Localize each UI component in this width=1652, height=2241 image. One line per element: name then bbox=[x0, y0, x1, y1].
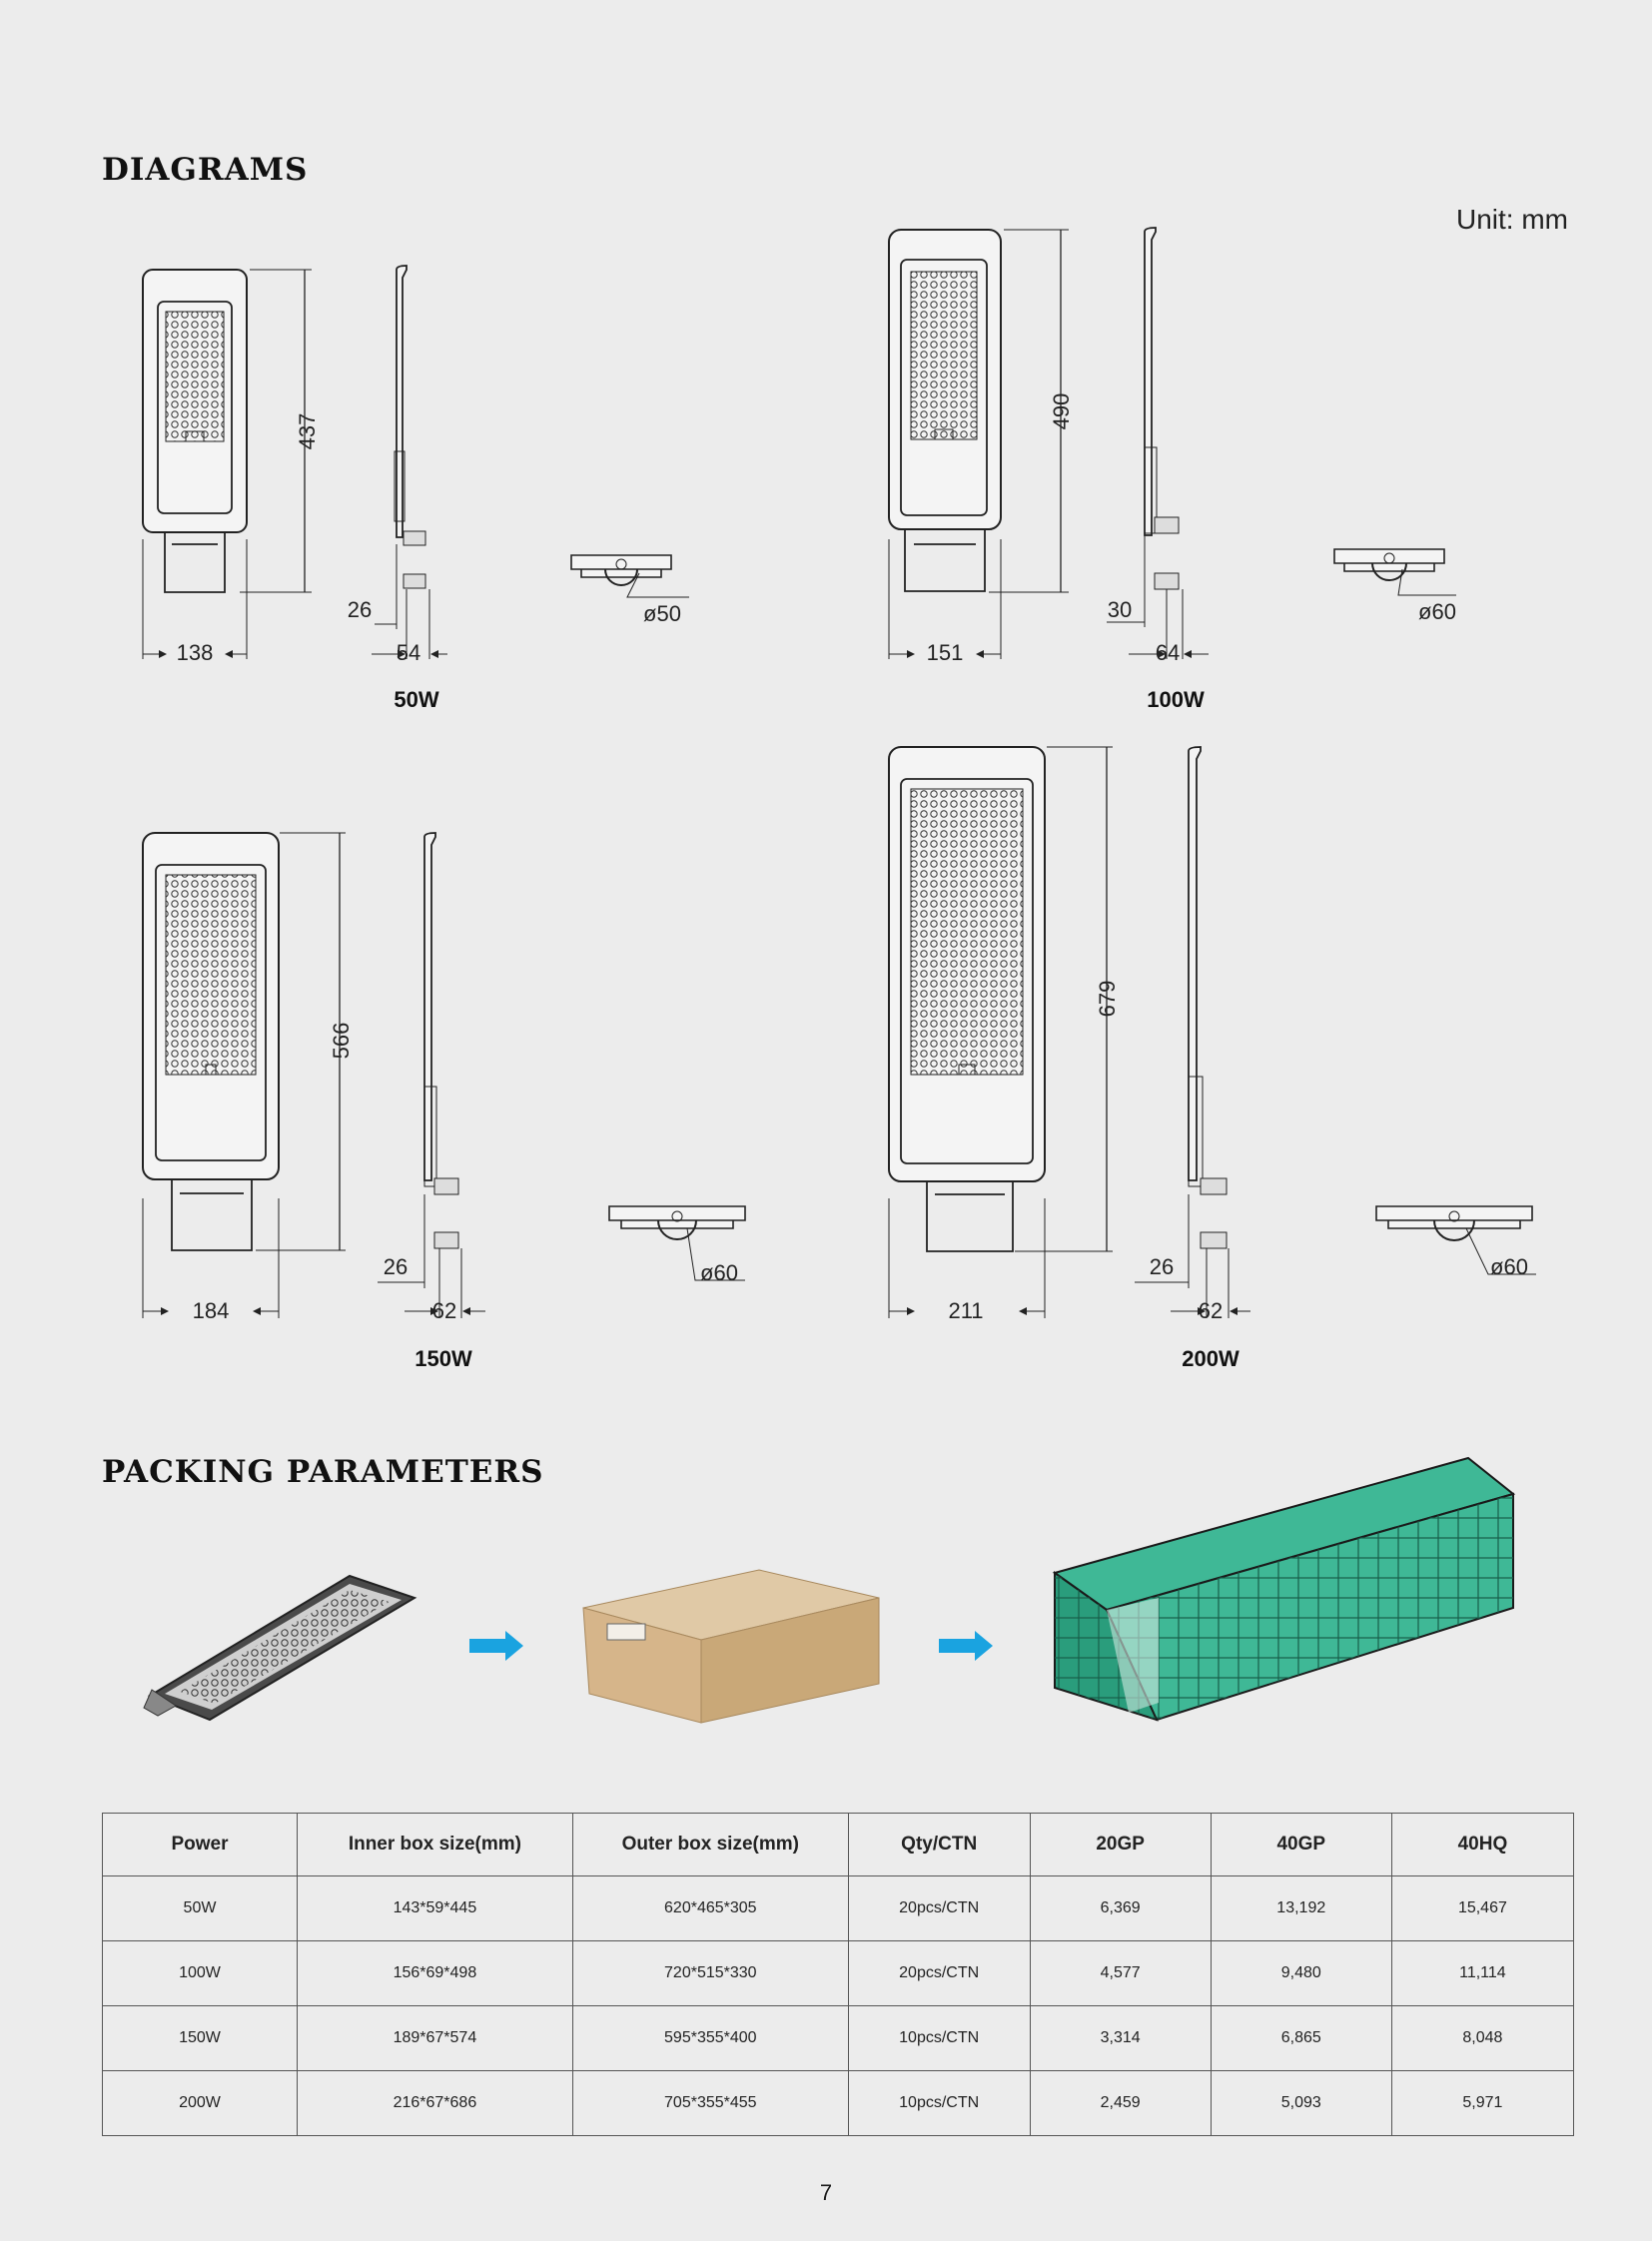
page-number: 7 bbox=[819, 2180, 833, 2205]
packing-table bbox=[102, 1813, 1574, 2136]
table-header: Inner box size(mm) bbox=[298, 1814, 573, 1876]
table-cell: 6,865 bbox=[1211, 2006, 1391, 2071]
diagram-100w-width: 151 bbox=[926, 640, 964, 665]
diagram-100w-offset: 30 bbox=[1107, 597, 1133, 622]
diagram-200w-width: 211 bbox=[948, 1298, 984, 1323]
diagram-100w-power: 100W bbox=[1147, 687, 1205, 712]
diagram-50w-depth: 54 bbox=[396, 640, 421, 665]
table-header: Qty/CTN bbox=[848, 1814, 1030, 1876]
table-cell: 620*465*305 bbox=[572, 1876, 848, 1941]
table-cell: 3,314 bbox=[1030, 2006, 1211, 2071]
table-header-row bbox=[103, 1814, 1574, 1876]
diagram-50w bbox=[143, 266, 689, 712]
diagram-50w-offset: 26 bbox=[347, 597, 373, 622]
unit-label: Unit: mm bbox=[1456, 204, 1568, 235]
diagram-200w-height: 679 bbox=[1095, 980, 1120, 1018]
table-cell: 15,467 bbox=[1391, 1876, 1573, 1941]
diagram-100w-depth: 64 bbox=[1155, 640, 1181, 665]
diagram-100w-height: 490 bbox=[1049, 392, 1074, 430]
table-cell: 6,369 bbox=[1030, 1876, 1211, 1941]
table-cell: 595*355*400 bbox=[572, 2006, 848, 2071]
diagram-150w-width: 184 bbox=[192, 1298, 230, 1323]
table-header: 40GP bbox=[1211, 1814, 1391, 1876]
table-cell: 9,480 bbox=[1211, 1941, 1391, 2006]
diagram-150w-depth: 62 bbox=[431, 1298, 457, 1323]
table-cell: 5,971 bbox=[1391, 2071, 1573, 2136]
shipping-container-image bbox=[1055, 1458, 1513, 1720]
diagram-150w bbox=[143, 833, 745, 1371]
diagram-50w-width: 138 bbox=[176, 640, 214, 665]
table-cell: 156*69*498 bbox=[298, 1941, 573, 2006]
table-cell: 216*67*686 bbox=[298, 2071, 573, 2136]
table-header: 20GP bbox=[1030, 1814, 1211, 1876]
table-cell: 720*515*330 bbox=[572, 1941, 848, 2006]
diagram-100w bbox=[889, 228, 1456, 712]
table-cell: 20pcs/CTN bbox=[848, 1941, 1030, 2006]
packing-heading: PACKING PARAMETERS bbox=[102, 1454, 544, 1490]
arrow-icon bbox=[469, 1631, 523, 1661]
table-row bbox=[103, 1876, 1574, 1941]
diagram-200w-depth: 62 bbox=[1198, 1298, 1224, 1323]
table-cell: 143*59*445 bbox=[298, 1876, 573, 1941]
table-cell: 150W bbox=[103, 2006, 298, 2071]
diagram-200w-offset: 26 bbox=[1149, 1254, 1175, 1279]
packing-lamp-image bbox=[144, 1576, 414, 1720]
diagram-50w-height: 437 bbox=[295, 412, 320, 450]
table-row bbox=[103, 2071, 1574, 2136]
table-cell: 10pcs/CTN bbox=[848, 2071, 1030, 2136]
diagrams-heading: DIAGRAMS bbox=[102, 152, 309, 188]
table-header: 40HQ bbox=[1391, 1814, 1573, 1876]
table-cell: 5,093 bbox=[1211, 2071, 1391, 2136]
table-cell: 100W bbox=[103, 1941, 298, 2006]
arrow-icon bbox=[939, 1631, 993, 1661]
table-cell: 189*67*574 bbox=[298, 2006, 573, 2071]
diagram-100w-pole: ø60 bbox=[1418, 599, 1456, 624]
table-cell: 4,577 bbox=[1030, 1941, 1211, 2006]
diagram-50w-power: 50W bbox=[394, 687, 439, 712]
table-cell: 50W bbox=[103, 1876, 298, 1941]
diagram-150w-power: 150W bbox=[414, 1346, 472, 1371]
table-cell: 200W bbox=[103, 2071, 298, 2136]
diagram-50w-pole: ø50 bbox=[643, 601, 681, 626]
table-cell: 11,114 bbox=[1391, 1941, 1573, 2006]
table-row bbox=[103, 1941, 1574, 2006]
table-cell: 20pcs/CTN bbox=[848, 1876, 1030, 1941]
carton-box-image bbox=[583, 1570, 879, 1723]
diagram-200w-pole: ø60 bbox=[1490, 1254, 1528, 1279]
table-row bbox=[103, 2006, 1574, 2071]
table-cell: 705*355*455 bbox=[572, 2071, 848, 2136]
diagram-150w-height: 566 bbox=[329, 1022, 354, 1060]
table-cell: 13,192 bbox=[1211, 1876, 1391, 1941]
table-header: Outer box size(mm) bbox=[572, 1814, 848, 1876]
table-cell: 10pcs/CTN bbox=[848, 2006, 1030, 2071]
table-cell: 8,048 bbox=[1391, 2006, 1573, 2071]
diagram-150w-pole: ø60 bbox=[700, 1260, 738, 1285]
diagram-200w bbox=[889, 747, 1536, 1371]
diagram-150w-offset: 26 bbox=[383, 1254, 409, 1279]
table-header: Power bbox=[103, 1814, 298, 1876]
table-cell: 2,459 bbox=[1030, 2071, 1211, 2136]
diagram-200w-power: 200W bbox=[1182, 1346, 1239, 1371]
